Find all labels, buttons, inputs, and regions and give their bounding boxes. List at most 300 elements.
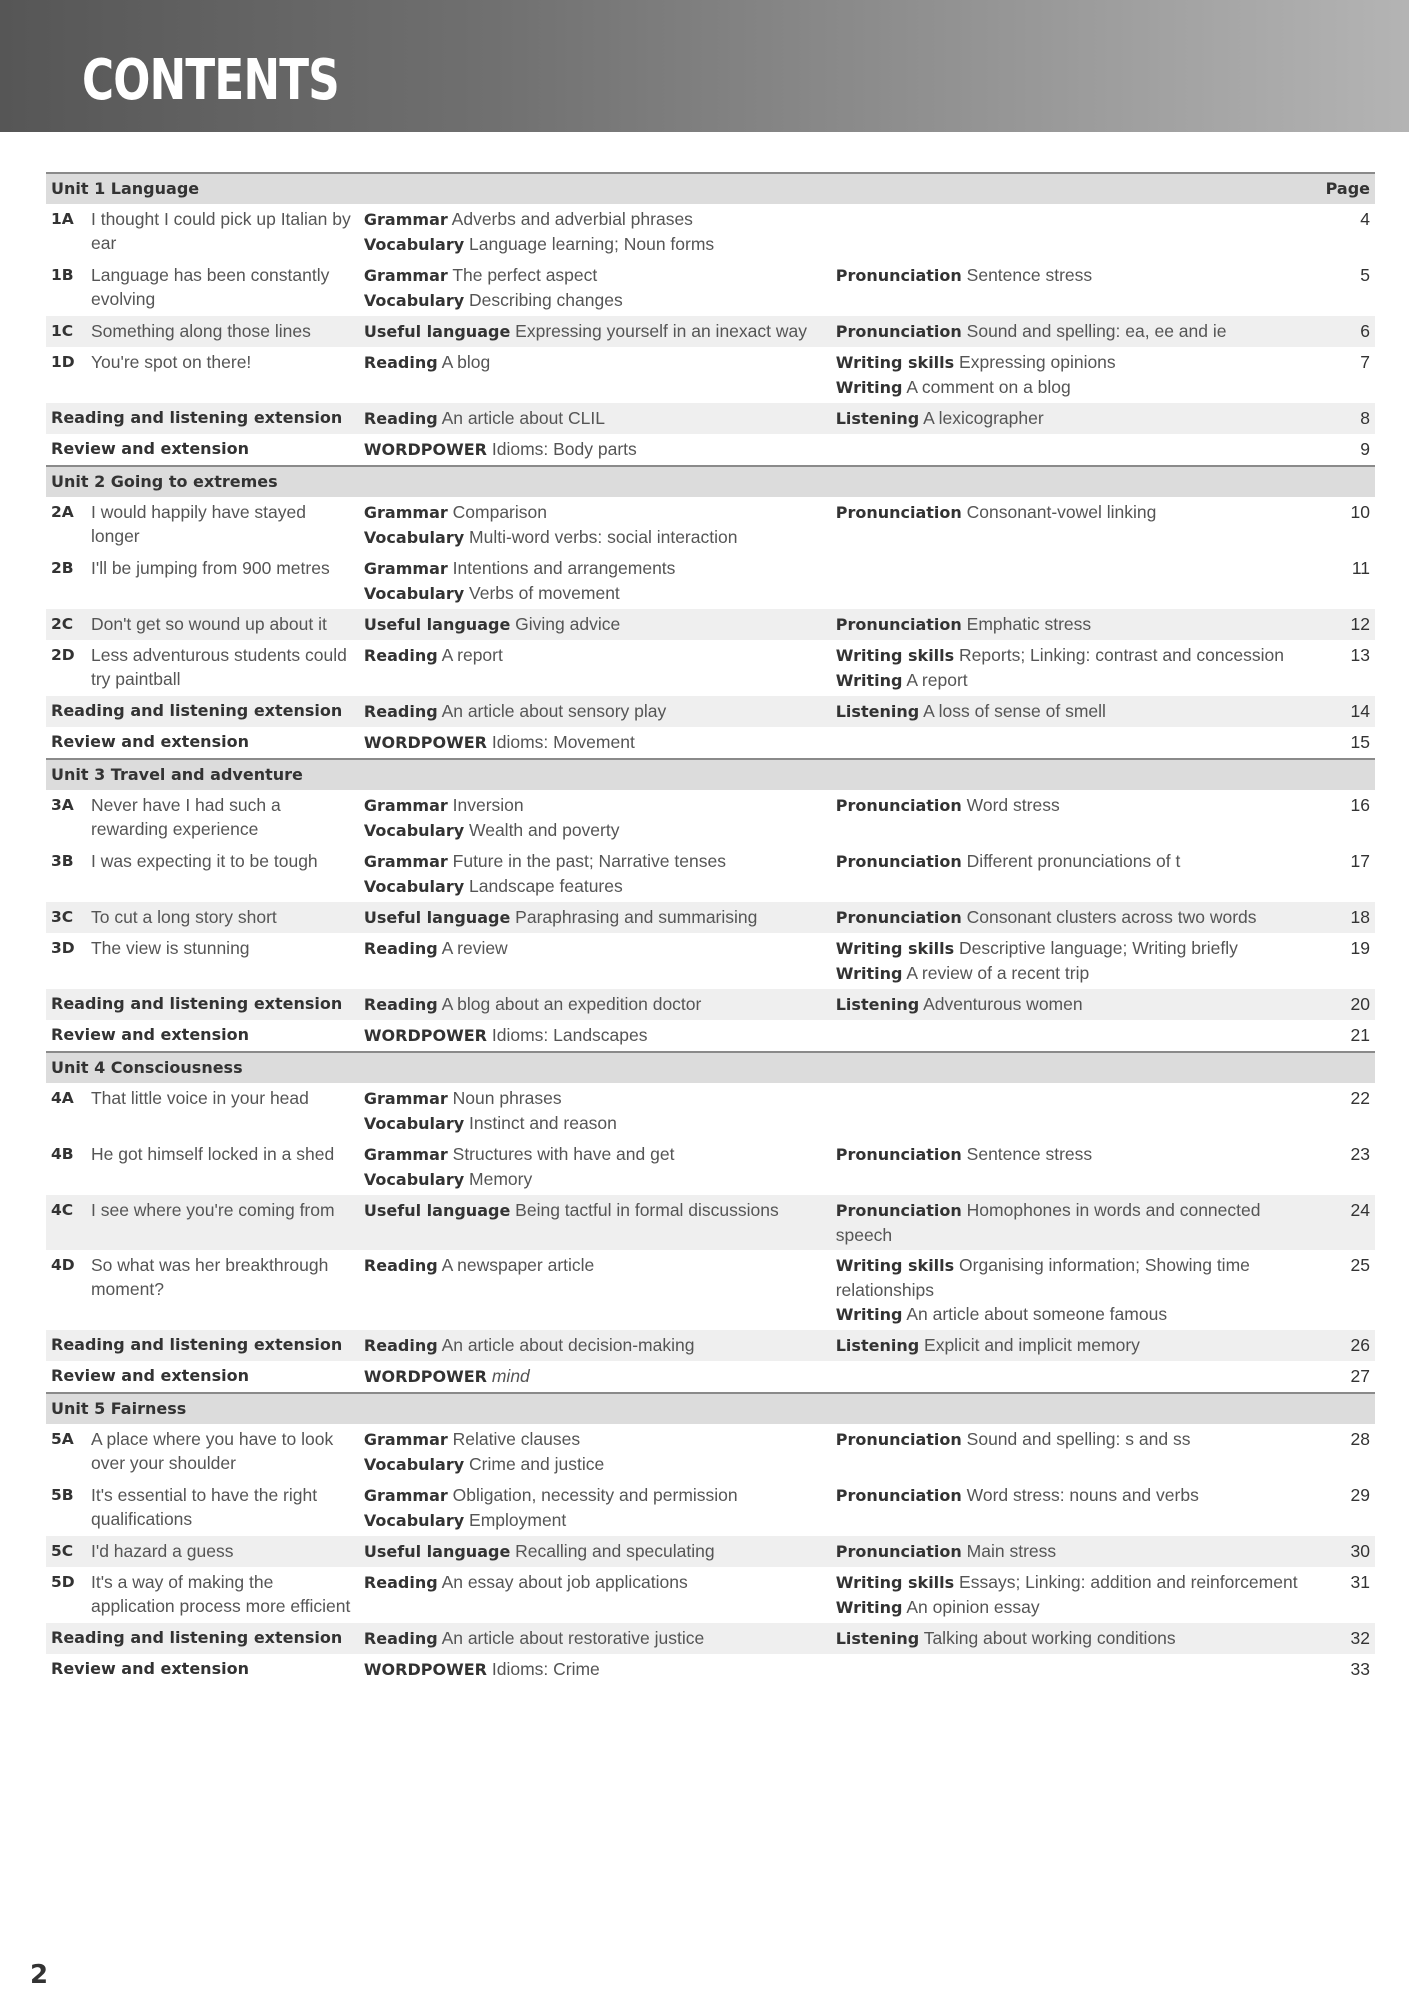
unit-title: Unit 4 Consciousness <box>46 1052 1321 1083</box>
lesson-skills <box>831 553 1321 609</box>
entry-label: Grammar <box>363 1430 448 1449</box>
lesson-code: 2D <box>51 646 75 664</box>
entry-label: Reading <box>363 1256 438 1275</box>
entry-label: Vocabulary <box>363 877 465 896</box>
extension-page: 8 <box>1321 403 1375 434</box>
lesson-row <box>46 902 1375 933</box>
extension-page: 14 <box>1321 696 1375 727</box>
lesson-page: 23 <box>1350 1144 1370 1164</box>
entry-text: Essays; Linking: addition and reinforcement <box>959 1572 1298 1592</box>
lesson-grammar-vocab <box>359 260 831 316</box>
entry-text: Different pronunciations of t <box>966 851 1181 871</box>
lesson-grammar-vocab <box>359 790 831 846</box>
lesson-title: To cut a long story short <box>86 902 359 933</box>
lesson-title: It's essential to have the right qualifications <box>90 1485 318 1529</box>
extension-page: 26 <box>1321 1330 1375 1361</box>
entry-text: Future in the past; Narrative tenses <box>452 851 726 871</box>
lesson-code: 2C <box>46 609 86 640</box>
lesson-grammar-vocab <box>359 1250 831 1330</box>
entry-text: A lexicographer <box>923 408 1044 428</box>
lesson-title: I would happily have stayed longer <box>90 502 306 546</box>
entry-label: Reading <box>363 1629 438 1648</box>
contents-banner <box>0 0 1409 132</box>
entry-text: Sound and spelling: ea, ee and ie <box>966 321 1227 341</box>
entry-label: Useful language <box>363 908 511 927</box>
lesson-page: 13 <box>1350 645 1370 665</box>
entry-text: Recalling and speculating <box>515 1541 715 1561</box>
entry-text: A blog about an expedition doctor <box>441 994 702 1014</box>
entry-text: Memory <box>469 1169 533 1189</box>
entry <box>836 1253 1316 1302</box>
entry-text: Descriptive language; Writing briefly <box>959 938 1238 958</box>
entry-label: Writing <box>835 378 903 397</box>
entry-text: Sentence stress <box>966 1144 1093 1164</box>
entry-label: Grammar <box>363 559 448 578</box>
entry <box>836 793 1316 818</box>
entry-label: Grammar <box>363 210 448 229</box>
entry-text: Comparison <box>452 502 547 522</box>
entry-text: Expressing opinions <box>959 352 1116 372</box>
lesson-row <box>46 609 1375 640</box>
page-column-header <box>1321 466 1375 497</box>
page-column-header <box>1321 1393 1375 1424</box>
entry <box>364 1570 826 1595</box>
lesson-row <box>46 1480 1375 1536</box>
lesson-page: 17 <box>1350 851 1370 871</box>
entry-text: A report <box>906 670 968 690</box>
lesson-grammar-vocab <box>359 553 831 609</box>
entry <box>836 1539 1316 1564</box>
extension-page: 20 <box>1321 989 1375 1020</box>
entry-label: Writing skills <box>835 1256 955 1275</box>
entry-text: Instinct and reason <box>469 1113 617 1133</box>
entry-label: Pronunciation <box>835 266 962 285</box>
lesson-skills <box>831 347 1321 403</box>
lesson-title: I see where you're coming from <box>86 1195 359 1250</box>
lesson-code: 1C <box>46 316 86 347</box>
review-wordpower <box>359 1361 831 1393</box>
lesson-title: I thought I could pick up Italian by ear <box>90 209 351 253</box>
lesson-row <box>46 1139 1375 1195</box>
extension-row <box>46 403 1375 434</box>
review-wordpower <box>359 727 831 759</box>
review-empty <box>831 434 1321 466</box>
entry-label: Listening <box>835 995 920 1014</box>
entry <box>364 793 826 818</box>
extension-listening <box>831 1330 1321 1361</box>
entry-label: Writing <box>835 964 903 983</box>
entry <box>364 1333 826 1358</box>
extension-listening <box>831 696 1321 727</box>
lesson-grammar-vocab <box>359 1536 831 1567</box>
review-wordpower <box>359 1020 831 1052</box>
entry-label: Reading <box>363 353 438 372</box>
entry-label: Vocabulary <box>363 584 465 603</box>
review-empty <box>831 1361 1321 1393</box>
lesson-title: So what was her breakthrough moment? <box>90 1255 329 1299</box>
lesson-grammar-vocab <box>359 902 831 933</box>
entry <box>836 643 1316 668</box>
wordpower-text: Idioms: Landscapes <box>491 1025 648 1045</box>
lesson-page: 18 <box>1321 902 1375 933</box>
entry <box>364 1539 826 1564</box>
entry-label: Useful language <box>363 1542 511 1561</box>
entry-text: Wealth and poverty <box>469 820 620 840</box>
lesson-skills <box>831 1139 1321 1195</box>
entry <box>364 905 826 930</box>
lesson-grammar-vocab <box>359 846 831 902</box>
entry-text: A report <box>441 645 503 665</box>
lesson-grammar-vocab <box>359 1424 831 1480</box>
entry-text: Talking about working conditions <box>923 1628 1176 1648</box>
lesson-page: 6 <box>1321 316 1375 347</box>
entry-text: Language learning; Noun forms <box>469 234 715 254</box>
entry <box>364 1167 826 1192</box>
lesson-row <box>46 1195 1375 1250</box>
entry-text: Obligation, necessity and permission <box>452 1485 738 1505</box>
entry <box>364 1427 826 1452</box>
lesson-title: It's a way of making the application process more efficient <box>90 1572 351 1616</box>
entry-text: Emphatic stress <box>966 614 1092 634</box>
wordpower-label: WORDPOWER <box>363 733 487 752</box>
lesson-skills <box>831 1424 1321 1480</box>
lesson-row <box>46 790 1375 846</box>
entry <box>364 818 826 843</box>
entry-text: Adventurous women <box>923 994 1083 1014</box>
entry <box>364 1253 826 1278</box>
page-column-header <box>1321 1052 1375 1083</box>
extension-label: Reading and listening extension <box>46 403 359 434</box>
entry <box>364 1142 826 1167</box>
lesson-skills <box>831 316 1321 347</box>
entry-text: Multi-word verbs: social interaction <box>469 527 738 547</box>
entry-text: Being tactful in formal discussions <box>515 1200 779 1220</box>
entry <box>836 612 1316 637</box>
entry <box>364 581 826 606</box>
entry-label: Pronunciation <box>835 1145 962 1164</box>
entry-label: Vocabulary <box>363 1455 465 1474</box>
lesson-title: That little voice in your head <box>90 1088 309 1108</box>
review-row <box>46 1361 1375 1393</box>
entry-label: Listening <box>835 702 920 721</box>
entry-label: Reading <box>363 1573 438 1592</box>
extension-label: Reading and listening extension <box>46 1330 359 1361</box>
extension-label: Reading and listening extension <box>46 989 359 1020</box>
extension-page: 32 <box>1321 1623 1375 1654</box>
lesson-code: 2B <box>51 559 74 577</box>
entry <box>836 1198 1316 1247</box>
page-title: CONTENTS <box>82 48 339 113</box>
extension-listening <box>831 989 1321 1020</box>
entry-text: Consonant clusters across two words <box>966 907 1257 927</box>
wordpower-label: WORDPOWER <box>363 440 487 459</box>
entry <box>836 699 1316 724</box>
lesson-row <box>46 347 1375 403</box>
entry <box>364 1508 826 1533</box>
entry <box>836 849 1316 874</box>
entry-label: Listening <box>835 1336 920 1355</box>
entry-text: Inversion <box>452 795 524 815</box>
entry-label: Vocabulary <box>363 1114 465 1133</box>
entry <box>364 288 826 313</box>
lesson-code: 4D <box>51 1256 75 1274</box>
entry-label: Pronunciation <box>835 908 962 927</box>
review-page: 27 <box>1350 1366 1370 1386</box>
review-label: Review and extension <box>51 1659 249 1678</box>
entry-label: Writing skills <box>835 353 955 372</box>
lesson-code: 5B <box>51 1486 74 1504</box>
review-page: 33 <box>1350 1659 1370 1679</box>
entry-text: A blog <box>441 352 491 372</box>
lesson-title: Less adventurous students could try paintball <box>90 645 347 689</box>
entry-label: Pronunciation <box>835 1542 962 1561</box>
entry-label: Reading <box>363 1336 438 1355</box>
lesson-grammar-vocab <box>359 640 831 696</box>
lesson-skills <box>831 1567 1321 1623</box>
lesson-row <box>46 640 1375 696</box>
unit-title: Unit 2 Going to extremes <box>46 466 1321 497</box>
entry-text: Main stress <box>966 1541 1057 1561</box>
entry <box>364 500 826 525</box>
entry-label: Listening <box>835 409 920 428</box>
entry <box>836 1302 1316 1327</box>
entry-text: Word stress: nouns and verbs <box>966 1485 1199 1505</box>
entry <box>364 1111 826 1136</box>
entry-label: Writing <box>835 1305 903 1324</box>
entry-text: A review <box>441 938 508 958</box>
review-empty <box>831 727 1321 759</box>
lesson-code: 1B <box>51 266 74 284</box>
entry-text: Sentence stress <box>966 265 1093 285</box>
extension-label: Reading and listening extension <box>46 696 359 727</box>
lesson-row <box>46 1536 1375 1567</box>
lesson-code: 1D <box>51 353 75 371</box>
entry <box>836 668 1316 693</box>
review-page: 21 <box>1350 1025 1370 1045</box>
lesson-title: Never have I had such a rewarding experience <box>90 795 281 839</box>
lesson-row <box>46 1567 1375 1623</box>
entry <box>836 350 1316 375</box>
entry-text: Relative clauses <box>452 1429 581 1449</box>
extension-reading <box>359 989 831 1020</box>
entry <box>836 1333 1316 1358</box>
lesson-code: 3D <box>51 939 75 957</box>
review-row <box>46 1020 1375 1052</box>
extension-reading <box>359 1623 831 1654</box>
lesson-code: 4A <box>51 1089 74 1107</box>
entry-text: An opinion essay <box>906 1597 1040 1617</box>
entry-label: Vocabulary <box>363 235 465 254</box>
lesson-page: 24 <box>1321 1195 1375 1250</box>
entry <box>364 350 826 375</box>
entry-label: Pronunciation <box>835 1430 962 1449</box>
entry-text: The perfect aspect <box>452 265 598 285</box>
lesson-page: 12 <box>1321 609 1375 640</box>
entry-label: Writing skills <box>835 1573 955 1592</box>
entry-label: Pronunciation <box>835 852 962 871</box>
entry-label: Grammar <box>363 503 448 522</box>
entry <box>364 1626 826 1651</box>
review-wordpower <box>359 434 831 466</box>
extension-listening <box>831 403 1321 434</box>
lesson-skills <box>831 1480 1321 1536</box>
lesson-row <box>46 933 1375 989</box>
entry <box>836 500 1316 525</box>
lesson-skills <box>831 1195 1321 1250</box>
wordpower-label: WORDPOWER <box>363 1026 487 1045</box>
lesson-grammar-vocab <box>359 497 831 553</box>
lesson-page: 16 <box>1350 795 1370 815</box>
entry <box>836 905 1316 930</box>
entry <box>836 936 1316 961</box>
entry <box>364 263 826 288</box>
lesson-title: You're spot on there! <box>90 352 252 372</box>
lesson-skills <box>831 640 1321 696</box>
lesson-page: 10 <box>1350 502 1370 522</box>
lesson-skills <box>831 933 1321 989</box>
lesson-grammar-vocab <box>359 609 831 640</box>
lesson-code: 5A <box>51 1430 74 1448</box>
entry-label: Grammar <box>363 852 448 871</box>
entry-text: An article about someone famous <box>906 1304 1168 1324</box>
lesson-title: The view is stunning <box>90 938 250 958</box>
review-label: Review and extension <box>51 1025 249 1044</box>
lesson-title: Something along those lines <box>86 316 359 347</box>
entry <box>364 232 826 257</box>
lesson-row <box>46 204 1375 260</box>
lesson-page: 4 <box>1360 209 1370 229</box>
lesson-grammar-vocab <box>359 347 831 403</box>
entry-label: Vocabulary <box>363 1170 465 1189</box>
entry-text: Explicit and implicit memory <box>924 1335 1140 1355</box>
entry-label: Pronunciation <box>835 503 962 522</box>
entry-label: Writing <box>835 671 903 690</box>
entry-label: Grammar <box>363 796 448 815</box>
review-wordpower <box>359 1654 831 1685</box>
lesson-page: 19 <box>1350 938 1370 958</box>
entry <box>364 525 826 550</box>
lesson-title: I was expecting it to be tough <box>90 851 318 871</box>
lesson-page: 7 <box>1360 352 1370 372</box>
entry-label: Listening <box>835 1629 920 1648</box>
lesson-skills <box>831 1536 1321 1567</box>
entry-text: An article about sensory play <box>441 701 667 721</box>
entry <box>836 375 1316 400</box>
entry-text: A comment on a blog <box>906 377 1071 397</box>
entry-text: Reports; Linking: contrast and concession <box>959 645 1284 665</box>
extension-listening <box>831 1623 1321 1654</box>
lesson-title: Language has been constantly evolving <box>90 265 330 309</box>
extension-row <box>46 1623 1375 1654</box>
review-label: Review and extension <box>51 732 249 751</box>
lesson-grammar-vocab <box>359 1083 831 1139</box>
lesson-code: 5D <box>51 1573 75 1591</box>
lesson-grammar-vocab <box>359 316 831 347</box>
wordpower-text: mind <box>491 1366 530 1386</box>
entry-text: Organising information; Showing time relationships <box>835 1255 1250 1300</box>
lesson-grammar-vocab <box>359 1139 831 1195</box>
entry-text: A review of a recent trip <box>906 963 1090 983</box>
lesson-title: A place where you have to look over your shoulder <box>90 1429 334 1473</box>
wordpower-label: WORDPOWER <box>363 1660 487 1679</box>
review-label: Review and extension <box>51 1366 249 1385</box>
lesson-title: I'd hazard a guess <box>86 1536 359 1567</box>
entry-text: Homophones in words and connected speech <box>835 1200 1261 1245</box>
entry <box>364 699 826 724</box>
lesson-skills <box>831 846 1321 902</box>
lesson-skills <box>831 790 1321 846</box>
entry-text: Intentions and arrangements <box>452 558 676 578</box>
lesson-skills <box>831 497 1321 553</box>
entry-label: Pronunciation <box>835 615 962 634</box>
wordpower-text: Idioms: Body parts <box>491 439 637 459</box>
lesson-row <box>46 497 1375 553</box>
unit-header-row <box>46 1052 1375 1083</box>
entry-text: An article about restorative justice <box>441 1628 705 1648</box>
review-empty <box>831 1020 1321 1052</box>
entry-label: Pronunciation <box>835 1486 962 1505</box>
lesson-code: 3A <box>51 796 74 814</box>
entry <box>836 961 1316 986</box>
lesson-page: 11 <box>1351 558 1370 578</box>
entry-text: Consonant-vowel linking <box>966 502 1157 522</box>
extension-row <box>46 1330 1375 1361</box>
entry <box>836 992 1316 1017</box>
lesson-page: 29 <box>1350 1485 1370 1505</box>
lesson-row <box>46 1083 1375 1139</box>
lesson-skills <box>831 1250 1321 1330</box>
entry-text: Expressing yourself in an inexact way <box>515 321 807 341</box>
entry <box>364 643 826 668</box>
entry-text: Crime and justice <box>469 1454 605 1474</box>
lesson-title: I'll be jumping from 900 metres <box>90 558 330 578</box>
entry-text: A newspaper article <box>441 1255 595 1275</box>
lesson-row <box>46 316 1375 347</box>
entry <box>836 1626 1316 1651</box>
entry-text: An article about CLIL <box>441 408 605 428</box>
lesson-page: 22 <box>1350 1088 1370 1108</box>
lesson-skills <box>831 902 1321 933</box>
unit-header-row <box>46 1393 1375 1424</box>
unit-title: Unit 3 Travel and adventure <box>46 759 1321 790</box>
lesson-row <box>46 1424 1375 1480</box>
review-empty <box>831 1654 1321 1685</box>
extension-reading <box>359 1330 831 1361</box>
lesson-skills <box>831 609 1321 640</box>
lesson-title: He got himself locked in a shed <box>90 1144 335 1164</box>
entry-label: Reading <box>363 995 438 1014</box>
entry-label: Grammar <box>363 1145 448 1164</box>
unit-header-row <box>46 759 1375 790</box>
entry <box>364 992 826 1017</box>
lesson-code: 3C <box>46 902 86 933</box>
lesson-code: 4B <box>51 1145 74 1163</box>
entry <box>364 207 826 232</box>
extension-reading <box>359 403 831 434</box>
entry-label: Grammar <box>363 1089 448 1108</box>
entry-text: Paraphrasing and summarising <box>515 907 758 927</box>
entry-label: Pronunciation <box>835 796 962 815</box>
extension-reading <box>359 696 831 727</box>
entry-label: Writing <box>835 1598 903 1617</box>
extension-label: Reading and listening extension <box>46 1623 359 1654</box>
entry <box>364 874 826 899</box>
entry-text: Giving advice <box>515 614 621 634</box>
entry-text: Employment <box>469 1510 567 1530</box>
lesson-grammar-vocab <box>359 204 831 260</box>
entry-label: Useful language <box>363 1201 511 1220</box>
lesson-code: 4C <box>46 1195 86 1250</box>
